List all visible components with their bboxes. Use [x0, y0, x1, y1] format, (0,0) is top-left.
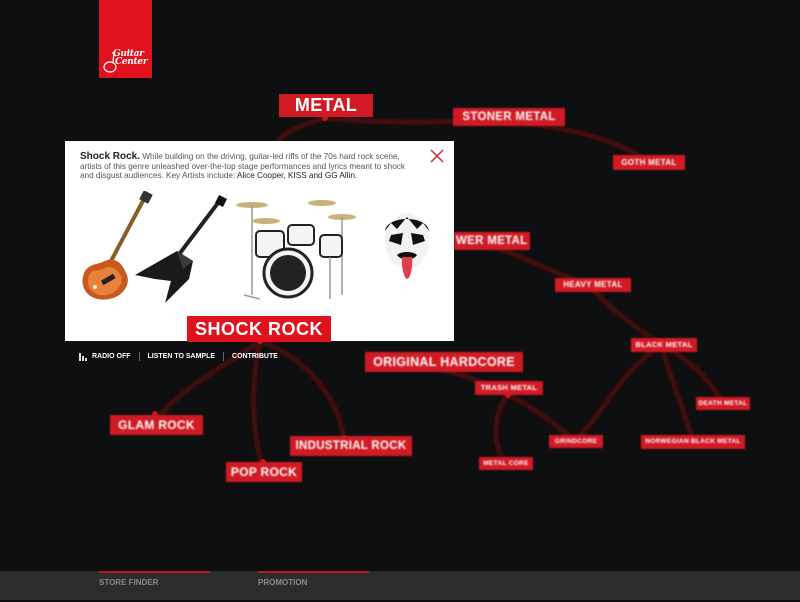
node-stoner-metal[interactable]: STONER METAL [453, 108, 565, 126]
node-metal-core[interactable]: METAL CORE [479, 457, 533, 470]
node-trash-metal[interactable]: TRASH METAL [475, 381, 543, 395]
node-norwegian-black-metal[interactable]: NORWEGIAN BLACK METAL [641, 435, 745, 449]
genre-info-popup [65, 141, 454, 341]
logo-wordmark [103, 50, 147, 66]
footer-accent-bar [258, 571, 369, 573]
node-metal[interactable]: METAL [279, 94, 373, 117]
radio-bars-icon[interactable] [79, 353, 88, 361]
divider [223, 352, 224, 361]
footer-store-finder[interactable] [99, 571, 210, 602]
logo-line-2: Center [115, 57, 148, 67]
radio-toggle[interactable]: RADIO OFF [92, 353, 131, 360]
footer-promotion-label: PROMOTION [258, 578, 308, 587]
divider [139, 352, 140, 361]
footer-store-finder-label: STORE FINDER [99, 578, 159, 587]
genre-description [80, 152, 420, 181]
kiss-face-image [383, 211, 431, 281]
footer-accent-bar [99, 571, 210, 573]
contribute-link[interactable]: CONTRIBUTE [232, 353, 278, 360]
listen-to-sample-link[interactable]: LISTEN TO SAMPLE [147, 353, 216, 360]
drum-kit-image [230, 195, 360, 303]
key-artists: Alice Cooper, KISS and GG Allin. [237, 171, 358, 180]
guitar-center-logo[interactable] [99, 0, 152, 78]
node-power-metal[interactable]: WER METAL [454, 232, 530, 250]
selected-genre-label[interactable]: SHOCK ROCK [187, 316, 331, 342]
close-icon[interactable] [429, 148, 445, 164]
genre-description-body: While building on the driving, guitar-led riffs of the 70s hard rock scene, artists of this genre unleashed over-the-top stage performances and lyrics meant to shock and disgust audiences. Key Artists include: [80, 152, 405, 180]
logo-line-1: Guitar [113, 49, 144, 59]
player-controls [79, 352, 278, 361]
node-goth-metal[interactable]: GOTH METAL [613, 155, 685, 170]
node-grindcore[interactable]: GRINDCORE [549, 435, 603, 448]
node-heavy-metal[interactable]: HEAVY METAL [555, 278, 631, 292]
flying-v-guitar-image [135, 195, 227, 303]
footer-bar [0, 571, 800, 600]
node-pop-rock[interactable]: POP ROCK [226, 462, 302, 482]
node-glam-rock[interactable]: GLAM ROCK [110, 415, 203, 435]
genre-title: Shock Rock. [80, 151, 141, 162]
footer-promotion[interactable] [258, 571, 369, 602]
node-industrial-rock[interactable]: INDUSTRIAL ROCK [290, 436, 412, 456]
node-death-metal[interactable]: DEATH METAL [696, 397, 750, 410]
node-original-hardcore[interactable]: ORIGINAL HARDCORE [365, 352, 523, 372]
node-black-metal[interactable]: BLACK METAL [631, 338, 697, 352]
